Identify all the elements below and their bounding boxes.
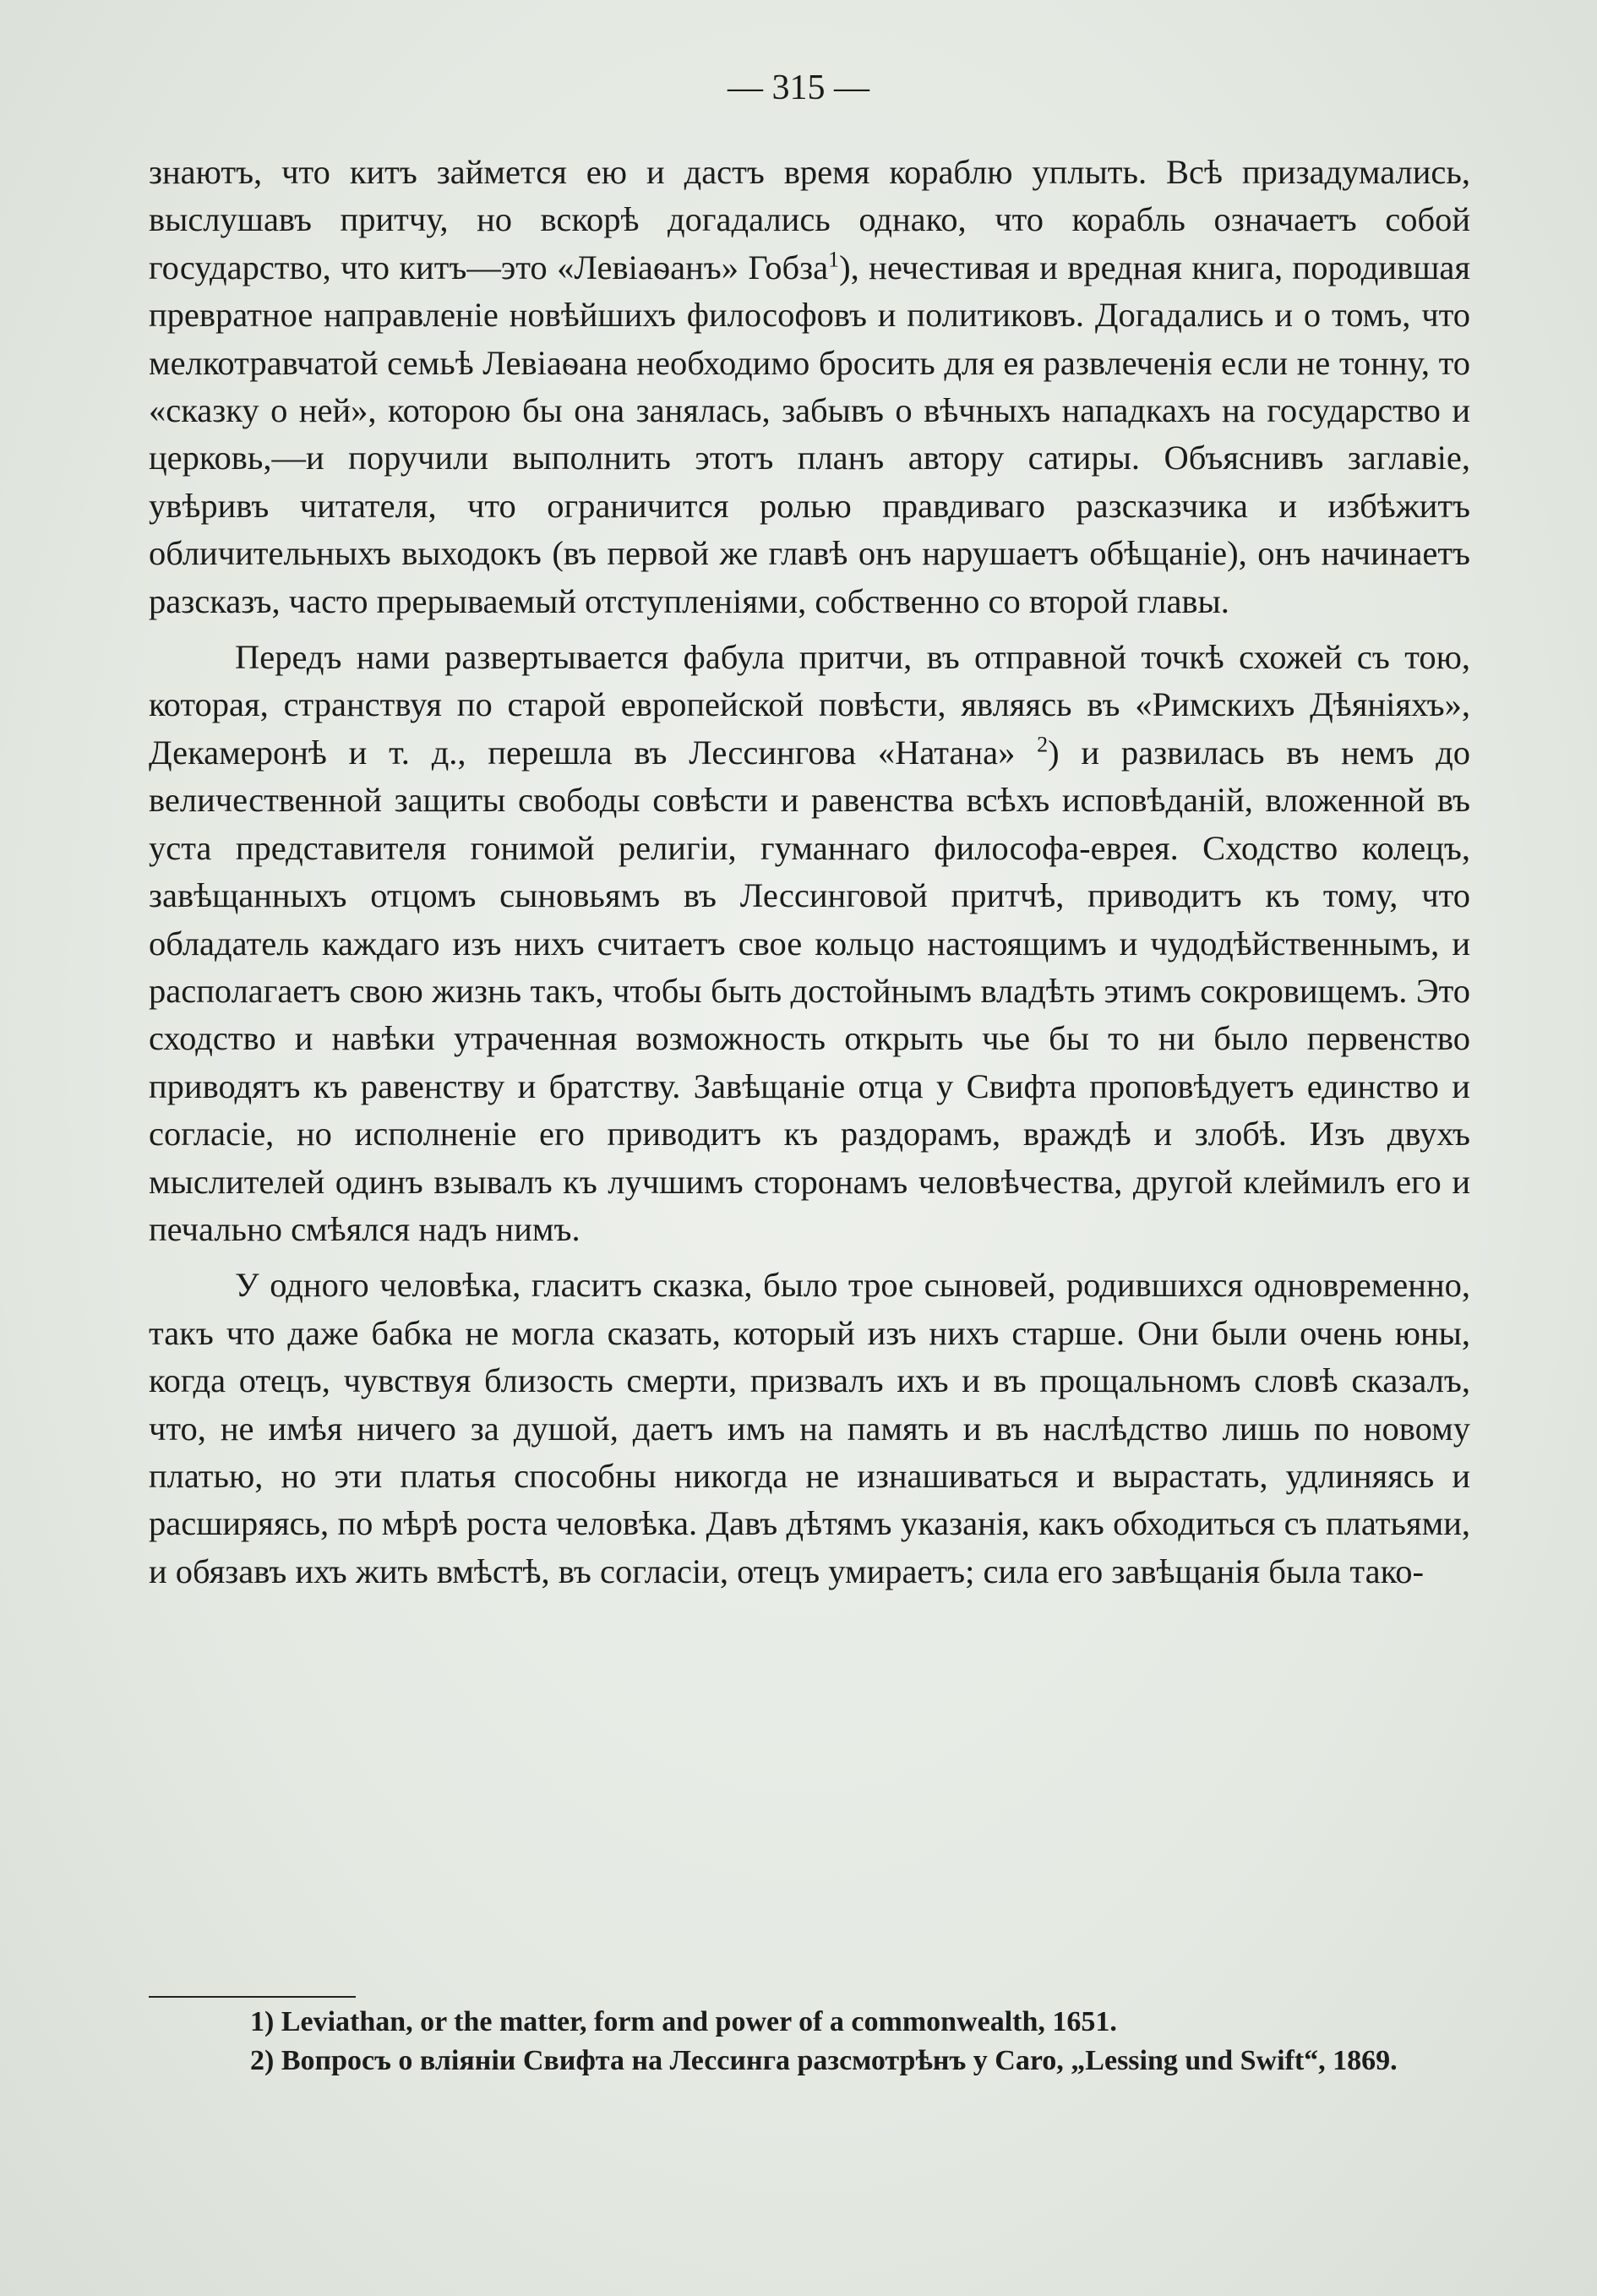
paragraph-1-text-b: ), нечестивая и вредная книга, породившая превратное направленіе новѣйшихъ философовъ и политиковъ. Догадались и о томъ, что мелкотравчатой семьѣ Левіаѳана необходимо бросить для ея развлеченія если не тонну, то «сказку о ней», которою бы она занялась, забывъ о вѣчныхъ нападкахъ на государство и церковь,—и поручили выполнить этотъ планъ автору сатиры. Объяснивъ заглавіе, увѣривъ читателя, что ограничится ролью правдиваго разсказчика и избѣжитъ обличительныхъ выходокъ (въ первой же главѣ онъ нарушаетъ обѣщаніе), онъ начинаетъ разсказъ, часто прерываемый отступленіями, собственно со второй главы. — [149, 248, 1470, 620]
paragraph-2-text-a: Передъ нами развертывается фабула притчи, въ отправной точкѣ схожей съ тою, которая, странствуя по старой европейской повѣсти, являясь въ «Римскихъ Дѣяніяхъ», Декамеронѣ и т. д., перешла въ Лессингова «Натана» — [149, 638, 1470, 772]
footnote-1: 1) Leviathan, or the matter, form and power of a commonwealth, 1651. — [250, 2006, 1117, 2037]
paragraph-2 — [149, 634, 1470, 1253]
paragraph-1-text-a: знаютъ, что китъ займется ею и дастъ время кораблю уплыть. Всѣ призадумались, выслушавъ притчу, но вскорѣ догадались однако, что корабль означаетъ собой государство, что китъ—это «Левіаѳанъ» Гобза — [149, 153, 1470, 286]
footnote-2: 2) Вопросъ о вліяніи Свифта на Лессинга разсмотрѣнъ у Caro, „Lessing und Swift“, 1869. — [250, 2045, 1398, 2076]
footnote-divider — [149, 1996, 356, 1998]
footnote-ref-2: 2 — [1037, 732, 1049, 757]
paragraph-2-text-b: ) и развилась въ немъ до величественной защиты свободы совѣсти и равенства всѣхъ исповѣданій, вложенной въ уста представителя гонимой религіи, гуманнаго философа-еврея. Сходство колецъ, завѣщанныхъ отцомъ сыновьямъ въ Лессинговой притчѣ, приводитъ къ тому, что обладатель каждаго изъ нихъ считаетъ свое кольцо настоящимъ и чудодѣйственнымъ, и располагаетъ свою жизнь такъ, чтобы быть достойнымъ владѣть этимъ сокровищемъ. Это сходство и навѣки утраченная возможность открыть чье бы то ни было первенство приводятъ къ равенству и братству. Завѣщаніе отца у Свифта проповѣдуетъ единство и согласіе, но исполненіе его приводитъ къ раздорамъ, враждѣ и злобѣ. Изъ двухъ мыслителей одинъ взывалъ къ лучшимъ сторонамъ человѣчества, другой клеймилъ его и печально смѣялся надъ нимъ. — [149, 733, 1471, 1248]
page-number: — 315 — — [728, 68, 869, 107]
paragraph-3 — [149, 1262, 1470, 1595]
footnotes — [149, 2003, 1488, 2081]
footnote-ref-1: 1 — [828, 247, 840, 272]
body-text — [149, 149, 1470, 1595]
paragraph-1 — [149, 149, 1470, 625]
paragraph-3-text: У одного человѣка, гласитъ сказка, было трое сыновей, родившихся одновременно, такъ что даже бабка не могла сказать, который изъ нихъ старше. Они были очень юны, когда отецъ, чувствуя близость смерти, призвалъ ихъ и въ прощальномъ словѣ сказалъ, что, не имѣя ничего за душой, даетъ имъ на память и въ наслѣдство лишь по новому платью, но эти платья способны никогда не изнашиваться и вырастать, удлиняясь и расширяясь, по мѣрѣ роста человѣка. Давъ дѣтямъ указанія, какъ обходиться съ платьями, и обязавъ ихъ жить вмѣстѣ, въ согласіи, отецъ умираетъ; сила его завѣщанія была тако- — [149, 1266, 1470, 1590]
